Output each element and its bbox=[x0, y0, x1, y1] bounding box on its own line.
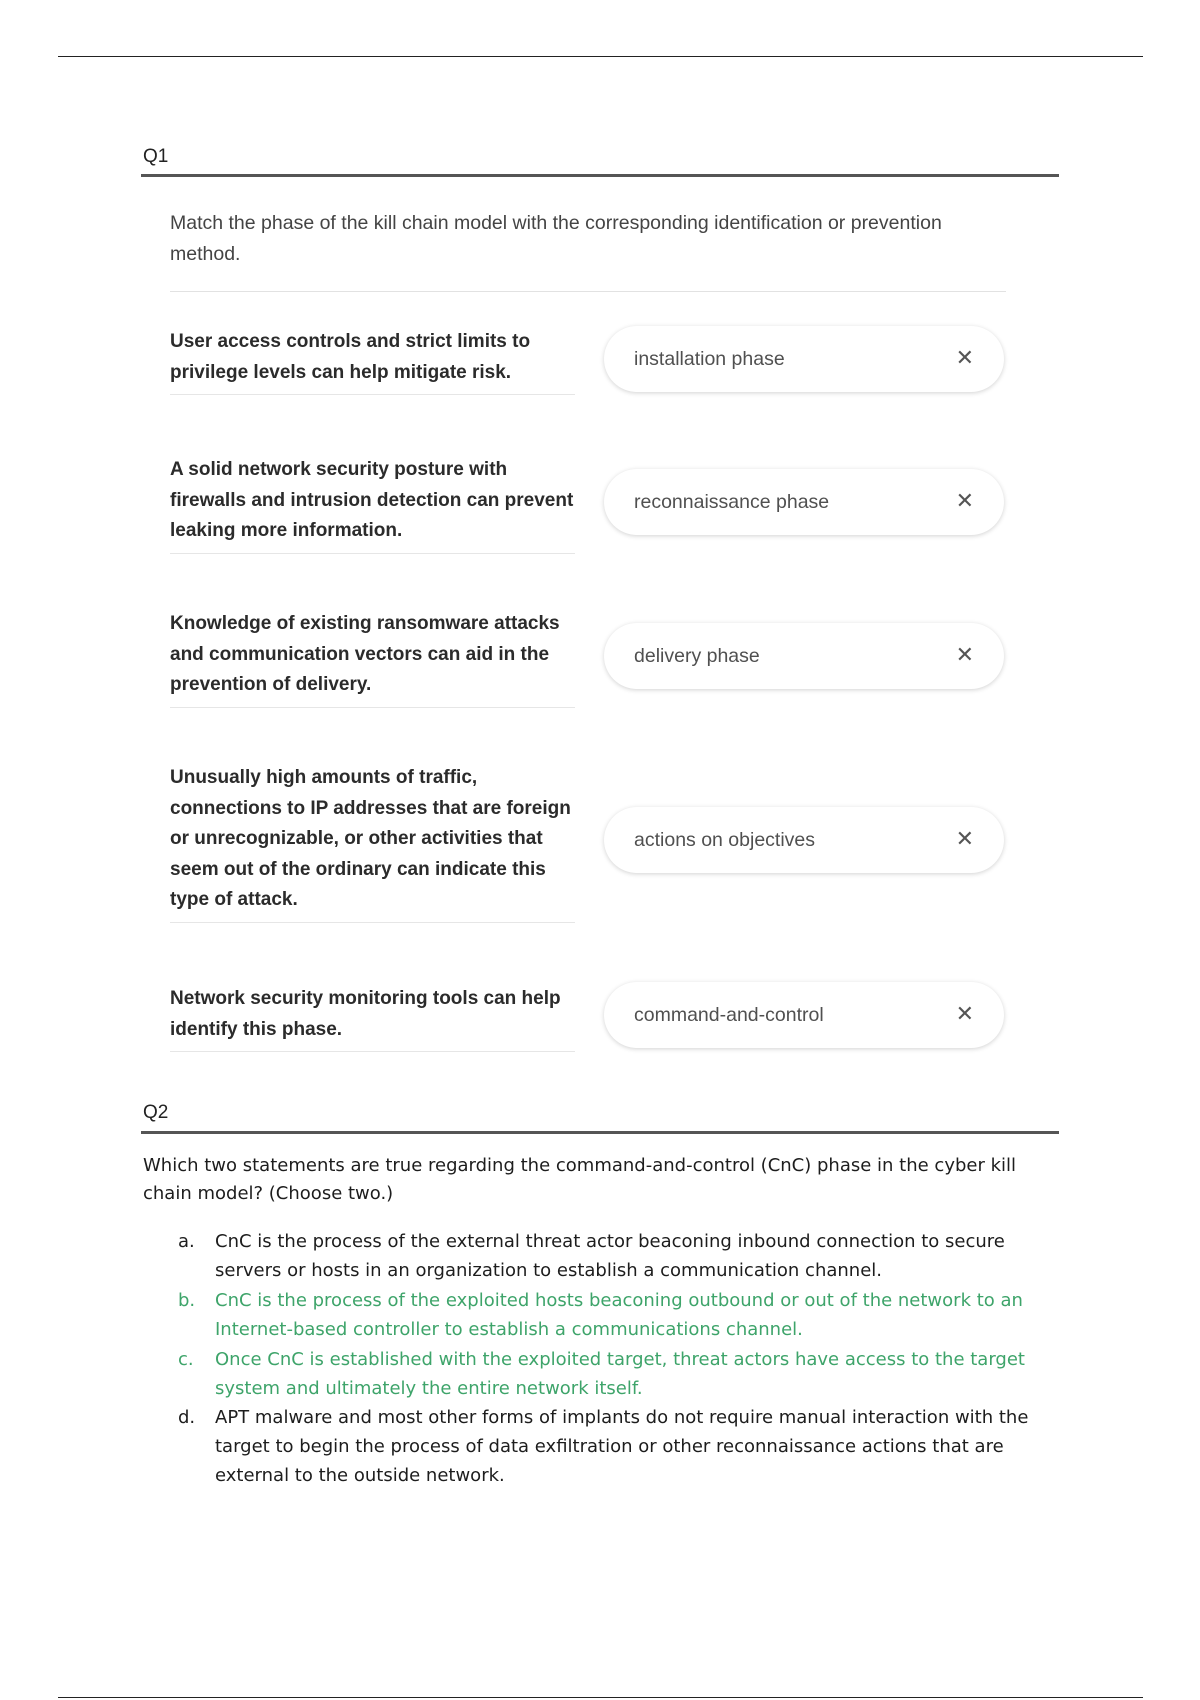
option-text: APT malware and most other forms of implants do not require manual interaction with the target to begin the process of data exfiltration or other reconnaissance actions that are external to the outside network. bbox=[215, 1407, 1029, 1486]
option-d bbox=[170, 1403, 1050, 1490]
question-2-rule bbox=[141, 1131, 1059, 1134]
match-description-4: Unusually high amounts of traffic, connections to IP addresses that are foreign or unrecognizable, or other activities that seem out of the ordinary can indicate this type of attack. bbox=[170, 763, 575, 923]
option-text: Once CnC is established with the exploited target, threat actors have access to the target system and ultimately the entire network itself. bbox=[215, 1349, 1025, 1399]
page-bottom-rule bbox=[58, 1697, 1143, 1698]
option-text: CnC is the process of the external threat actor beaconing inbound connection to secure servers or hosts in an organization to establish a communication channel. bbox=[215, 1231, 1005, 1281]
option-letter: b. bbox=[178, 1290, 196, 1311]
question-2-label: Q2 bbox=[143, 1102, 169, 1123]
close-icon[interactable]: ✕ bbox=[955, 346, 974, 371]
match-answer-chip-2[interactable] bbox=[604, 469, 1004, 535]
match-answer-chip-4[interactable] bbox=[604, 807, 1004, 873]
close-icon[interactable]: ✕ bbox=[955, 827, 974, 852]
close-icon[interactable]: ✕ bbox=[955, 489, 974, 514]
match-answer-label: command-and-control bbox=[634, 1003, 824, 1026]
close-icon[interactable]: ✕ bbox=[955, 643, 974, 668]
option-letter: c. bbox=[178, 1349, 194, 1370]
option-letter: d. bbox=[178, 1407, 196, 1428]
match-answer-label: installation phase bbox=[634, 347, 785, 370]
option-letter: a. bbox=[178, 1231, 195, 1252]
question-2-prompt: Which two statements are true regarding the command-and-control (CnC) phase in the cyber kill chain model? (Choose two.) bbox=[143, 1155, 1017, 1204]
match-description-1: User access controls and strict limits to privilege levels can help mitigate risk. bbox=[170, 327, 575, 395]
prompt-divider bbox=[170, 291, 1006, 292]
option-c-correct bbox=[170, 1345, 1050, 1403]
match-answer-chip-1[interactable] bbox=[604, 326, 1004, 392]
match-description-3: Knowledge of existing ransomware attacks and communication vectors can aid in the prevention of delivery. bbox=[170, 609, 575, 708]
page-top-rule bbox=[58, 56, 1143, 57]
match-answer-chip-3[interactable] bbox=[604, 623, 1004, 689]
match-answer-chip-5[interactable] bbox=[604, 982, 1004, 1048]
question-1-prompt: Match the phase of the kill chain model with the corresponding identification or prevention method. bbox=[170, 212, 942, 265]
close-icon[interactable]: ✕ bbox=[955, 1002, 974, 1027]
option-b-correct bbox=[170, 1286, 1050, 1344]
match-answer-label: delivery phase bbox=[634, 644, 760, 667]
match-description-2: A solid network security posture with firewalls and intrusion detection can prevent leaking more information. bbox=[170, 455, 575, 554]
question-1-rule bbox=[141, 174, 1059, 177]
match-answer-label: reconnaissance phase bbox=[634, 490, 830, 513]
option-a bbox=[170, 1227, 1050, 1285]
question-1-label: Q1 bbox=[143, 146, 169, 167]
option-text: CnC is the process of the exploited hosts beaconing outbound or out of the network to an Internet-based controller to establish a communications channel. bbox=[215, 1290, 1023, 1340]
match-description-5: Network security monitoring tools can help identify this phase. bbox=[170, 984, 575, 1052]
match-answer-label: actions on objectives bbox=[634, 828, 816, 851]
